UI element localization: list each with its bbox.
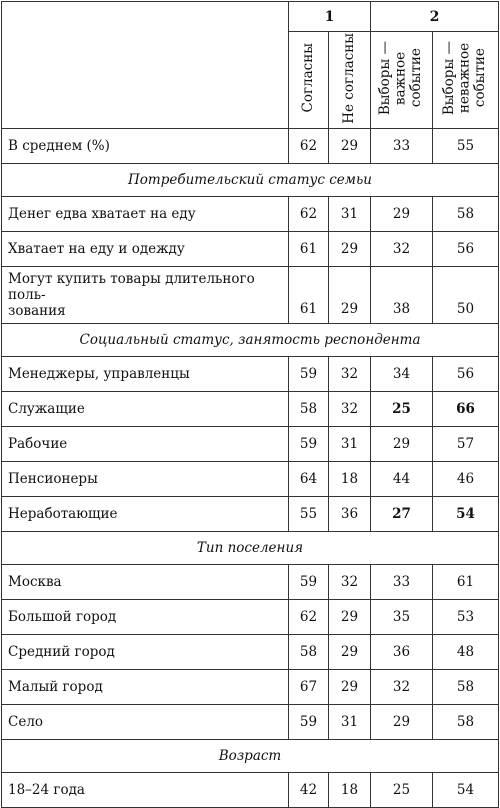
table-cell: 32 bbox=[329, 392, 371, 427]
header-blank-cell bbox=[2, 2, 289, 129]
row-label: Менеджеры, управленцы bbox=[2, 357, 289, 392]
table-row bbox=[2, 670, 499, 705]
table-cell: 58 bbox=[433, 705, 499, 740]
row-label: Малый город bbox=[2, 670, 289, 705]
table-row bbox=[2, 267, 499, 324]
table-cell: 33 bbox=[371, 565, 433, 600]
table-cell: 61 bbox=[289, 267, 329, 324]
row-label: Рабочие bbox=[2, 427, 289, 462]
section-heading: Возраст bbox=[2, 740, 499, 773]
row-label: Служащие bbox=[2, 392, 289, 427]
col4-line2: неважное bbox=[456, 42, 473, 114]
table-cell: 29 bbox=[329, 129, 371, 164]
column-header-disagree-text: Не согласны bbox=[340, 32, 357, 124]
table-cell: 38 bbox=[371, 267, 433, 324]
table-cell: 18 bbox=[329, 773, 371, 808]
table-cell: 46 bbox=[433, 462, 499, 497]
table-cell: 64 bbox=[289, 462, 329, 497]
table-cell: 29 bbox=[329, 232, 371, 267]
row-label: Средний город bbox=[2, 635, 289, 670]
col3-line2: важное bbox=[392, 51, 409, 105]
column-header-elections-important bbox=[371, 32, 433, 129]
column-header-agree-text: Согласны bbox=[299, 43, 316, 113]
col4-line3: событие bbox=[472, 48, 489, 108]
row-label: 18–24 года bbox=[2, 773, 289, 808]
table-cell: 34 bbox=[371, 357, 433, 392]
row-label: Неработающие bbox=[2, 497, 289, 532]
table-cell: 53 bbox=[433, 600, 499, 635]
column-header-elections-unimportant bbox=[433, 32, 499, 129]
table-body bbox=[2, 129, 499, 808]
section-heading: Потребительский статус семьи bbox=[2, 164, 499, 197]
table-cell: 36 bbox=[329, 497, 371, 532]
table-cell: 58 bbox=[433, 670, 499, 705]
table-cell: 44 bbox=[371, 462, 433, 497]
group-1-header: 1 bbox=[289, 2, 371, 32]
row-label: Пенсионеры bbox=[2, 462, 289, 497]
table-cell: 33 bbox=[371, 129, 433, 164]
table-row bbox=[2, 357, 499, 392]
table-cell: 54 bbox=[433, 773, 499, 808]
table-row bbox=[2, 773, 499, 808]
table-cell: 31 bbox=[329, 197, 371, 232]
table-cell: 62 bbox=[289, 197, 329, 232]
table-cell: 29 bbox=[329, 267, 371, 324]
column-header-disagree bbox=[329, 32, 371, 129]
table-row bbox=[2, 392, 499, 427]
table-cell: 32 bbox=[329, 357, 371, 392]
table-cell: 62 bbox=[289, 600, 329, 635]
row-label: В среднем (%) bbox=[2, 129, 289, 164]
table-cell: 32 bbox=[371, 670, 433, 705]
table-row bbox=[2, 705, 499, 740]
table-cell: 61 bbox=[289, 232, 329, 267]
table-cell: 32 bbox=[329, 565, 371, 600]
table-row bbox=[2, 497, 499, 532]
section-row bbox=[2, 324, 499, 357]
table-row bbox=[2, 462, 499, 497]
table-cell: 59 bbox=[289, 427, 329, 462]
table-cell: 58 bbox=[289, 392, 329, 427]
table-cell: 61 bbox=[433, 565, 499, 600]
table-cell: 58 bbox=[289, 635, 329, 670]
table-cell: 18 bbox=[329, 462, 371, 497]
table-cell: 25 bbox=[371, 773, 433, 808]
row-label: Москва bbox=[2, 565, 289, 600]
table-cell: 57 bbox=[433, 427, 499, 462]
table-cell: 56 bbox=[433, 357, 499, 392]
table-row bbox=[2, 565, 499, 600]
table-cell: 55 bbox=[289, 497, 329, 532]
table-cell: 67 bbox=[289, 670, 329, 705]
table-cell: 50 bbox=[433, 267, 499, 324]
col3-line3: событие bbox=[408, 48, 425, 108]
row-label-line2: зования bbox=[8, 303, 66, 319]
table-cell: 27 bbox=[371, 497, 433, 532]
table-row bbox=[2, 600, 499, 635]
table-row bbox=[2, 129, 499, 164]
section-row bbox=[2, 164, 499, 197]
table-cell: 29 bbox=[329, 600, 371, 635]
table-cell: 25 bbox=[371, 392, 433, 427]
table-cell: 29 bbox=[371, 197, 433, 232]
table-cell: 36 bbox=[371, 635, 433, 670]
col3-line1: Выборы — bbox=[377, 40, 394, 116]
row-label: Большой город bbox=[2, 600, 289, 635]
section-row bbox=[2, 740, 499, 773]
table-cell: 29 bbox=[371, 427, 433, 462]
table-cell: 59 bbox=[289, 565, 329, 600]
table-cell: 62 bbox=[289, 129, 329, 164]
section-heading: Тип поселения bbox=[2, 532, 499, 565]
table-row bbox=[2, 232, 499, 267]
table-cell: 29 bbox=[329, 670, 371, 705]
table-cell: 29 bbox=[329, 635, 371, 670]
col4-line1: Выборы — bbox=[441, 40, 458, 116]
row-label-line1: Могут купить товары длительного поль- bbox=[8, 271, 255, 303]
table-cell: 56 bbox=[433, 232, 499, 267]
table-cell: 31 bbox=[329, 705, 371, 740]
table-cell: 66 bbox=[433, 392, 499, 427]
row-label bbox=[2, 267, 289, 324]
table-cell: 54 bbox=[433, 497, 499, 532]
section-row bbox=[2, 532, 499, 565]
table-cell: 42 bbox=[289, 773, 329, 808]
table-cell: 59 bbox=[289, 357, 329, 392]
section-heading: Социальный статус, занятость респондента bbox=[2, 324, 499, 357]
table-row bbox=[2, 427, 499, 462]
table-cell: 35 bbox=[371, 600, 433, 635]
table-row bbox=[2, 197, 499, 232]
group-2-header: 2 bbox=[371, 2, 499, 32]
table-cell: 58 bbox=[433, 197, 499, 232]
table-cell: 32 bbox=[371, 232, 433, 267]
table-cell: 48 bbox=[433, 635, 499, 670]
table-row bbox=[2, 635, 499, 670]
row-label: Село bbox=[2, 705, 289, 740]
table-cell: 31 bbox=[329, 427, 371, 462]
column-header-agree bbox=[289, 32, 329, 129]
table-cell: 59 bbox=[289, 705, 329, 740]
row-label: Хватает на еду и одежду bbox=[2, 232, 289, 267]
row-label: Денег едва хватает на еду bbox=[2, 197, 289, 232]
table-cell: 29 bbox=[371, 705, 433, 740]
table-cell: 55 bbox=[433, 129, 499, 164]
